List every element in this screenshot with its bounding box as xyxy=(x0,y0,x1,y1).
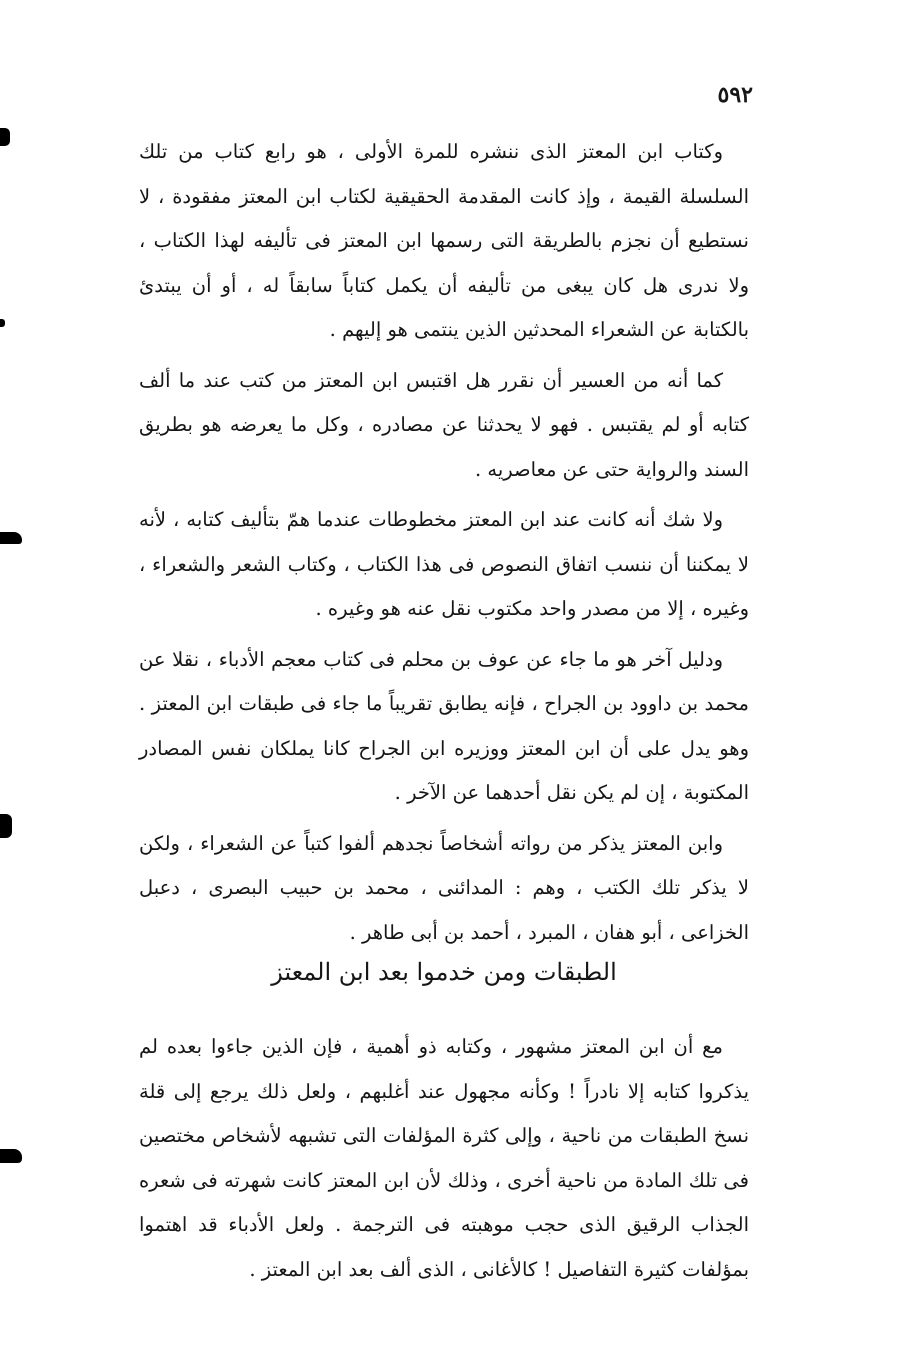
page-number: ٥٩٢ xyxy=(717,82,753,108)
paragraph: مع أن ابن المعتز مشهور ، وكتابه ذو أهمية ، فإن الذين جاءوا بعده لم يذكروا كتابه إلا نادراً ! وكأنه مجهول عند أغلبهم ، ولعل ذلك يرجع إلى قلة نسخ الطبقات من ناحية ، وإلى كثرة المؤلفات التى تشبهه لأشخاص مختصين فى تلك المادة من ناحية أخرى ، وذلك لأن ابن المعتز كانت شهرته فى شعره الجذاب الرقيق الذى حجب موهبته فى الترجمة . ولعل الأدباء قد اهتموا بمؤلفات كثيرة التفاصيل ! كالأغانى ، الذى ألف بعد ابن المعتز . xyxy=(139,1035,749,1281)
paragraph: ودليل آخر هو ما جاء عن عوف بن محلم فى كتاب معجم الأدباء ، نقلا عن محمد بن داوود بن الجراح ، فإنه يطابق تقريباً ما جاء فى طبقات ابن المعتز . وهو يدل على أن ابن المعتز ووزيره ابن الجراح كانا يملكان نفس المصادر المكتوبة ، إن لم يكن نقل أحدهما عن الآخر . xyxy=(139,647,749,804)
scan-margin-mark xyxy=(0,1149,22,1163)
body-text-section-2 xyxy=(139,1025,749,1292)
scan-margin-mark xyxy=(0,319,5,327)
scan-margin-mark xyxy=(0,814,12,838)
paragraph: وابن المعتز يذكر من رواته أشخاصاً نجدهم ألفوا كتباً عن الشعراء ، ولكن لا يذكر تلك الكتب ، وهم : المدائنى ، محمد بن حبيب البصرى ، دعبل الخزاعى ، أبو هفان ، المبرد ، أحمد بن أبى طاهر . xyxy=(139,831,749,944)
paragraph: كما أنه من العسير أن نقرر هل اقتبس ابن المعتز من كتب عند ما ألف كتابه أو لم يقتبس . فهو لا يحدثنا عن مصادره ، وكل ما يعرضه هو بطريق السند والرواية حتى عن معاصريه . xyxy=(139,368,749,481)
scan-margin-mark xyxy=(0,532,22,544)
paragraph: ولا شك أنه كانت عند ابن المعتز مخطوطات عندما همّ بتأليف كتابه ، لأنه لا يمكننا أن ننسب اتفاق النصوص فى هذا الكتاب ، وكتاب الشعر والشعراء ، وغيره ، إلا من مصدر واحد مكتوب نقل عنه هو وغيره . xyxy=(139,508,749,620)
scan-margin-mark xyxy=(0,128,10,146)
section-heading: الطبقات ومن خدموا بعد ابن المعتز xyxy=(271,958,617,986)
body-text-section-1 xyxy=(139,130,749,955)
paragraph: وكتاب ابن المعتز الذى ننشره للمرة الأولى ، هو رابع كتاب من تلك السلسلة القيمة ، وإذ كانت المقدمة الحقيقية لكتاب ابن المعتز مفقودة ، لا نستطيع أن نجزم بالطريقة التى رسمها ابن المعتز فى تأليفه لهذا الكتاب ، ولا ندرى هل كان يبغى من تأليفه أن يكمل كتاباً سابقاً له ، أو أن يبتدئ بالكتابة عن الشعراء المحدثين الذين ينتمى هو إليهم . xyxy=(139,140,749,341)
